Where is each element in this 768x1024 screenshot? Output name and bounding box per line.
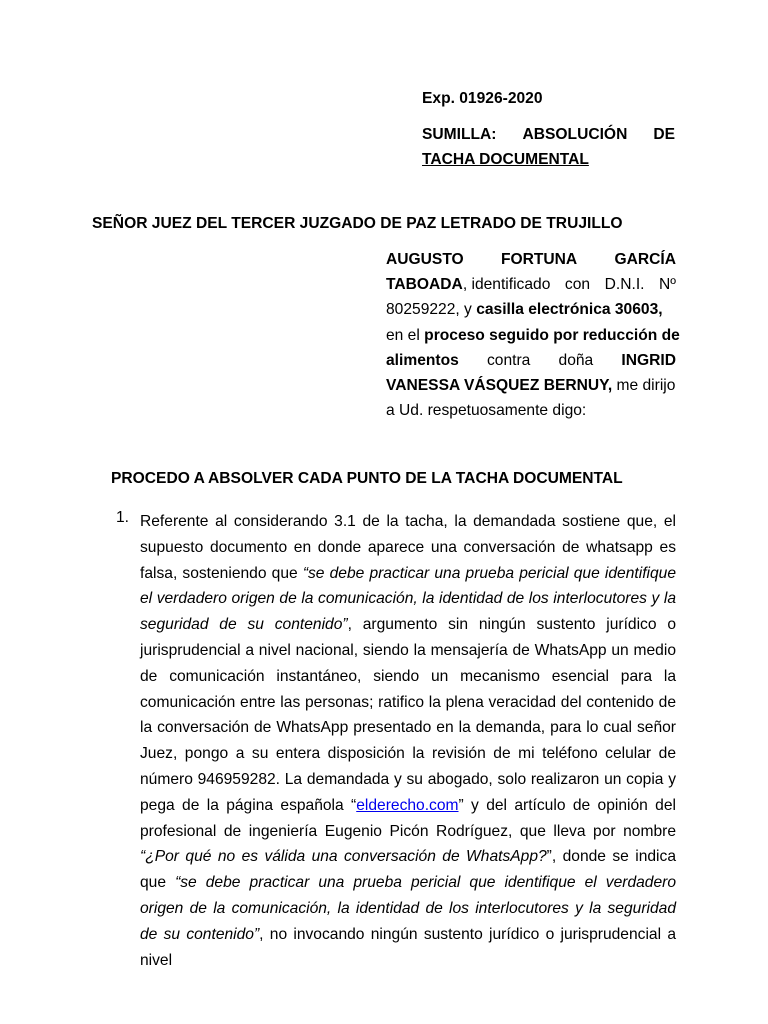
case-header xyxy=(422,86,675,172)
party-line: VANESSA VÁSQUEZ BERNUY, me dirijo xyxy=(386,377,676,395)
elderecho-link[interactable]: elderecho.com xyxy=(356,796,459,814)
quote: “¿Por qué no es válida una conversación de WhatsApp? xyxy=(140,848,547,866)
sumilla-subject: TACHA DOCUMENTAL xyxy=(422,151,589,168)
quote: “se debe practicar una prueba pericial que identifique el verdadero origen de la comunicación, la identidad de los interlocutores y la seguridad de su contenido” xyxy=(140,874,676,943)
sumilla-word: ABSOLUCIÓN xyxy=(522,126,628,143)
section-heading: PROCEDO A ABSOLVER CADA PUNTO DE LA TACHA DOCUMENTAL xyxy=(111,470,623,487)
party-introduction xyxy=(386,247,680,423)
party-line: AUGUSTO FORTUNA GARCÍA xyxy=(386,251,676,268)
sumilla-line xyxy=(422,122,675,147)
party-line: 80259222, y casilla electrónica 30603, xyxy=(386,301,663,319)
sumilla-word: DE xyxy=(653,126,675,143)
sumilla-word: SUMILLA: xyxy=(422,126,497,143)
list-number: 1. xyxy=(116,509,130,526)
case-number: Exp. 01926-2020 xyxy=(422,90,543,107)
quote: “se debe practicar una prueba pericial que identifique el verdadero origen de la comunicación, la identidad de los interlocutores y la seguridad de su contenido” xyxy=(140,564,677,634)
list-item-text: Referente al considerando 3.1 de la tacha, la demandada sostiene que, el supuesto documento en donde aparece una conversación de whatsapp es falsa, sosteniendo que “se debe practicar una prueba pericial que identifique el verdadero origen de la comunicación, la identidad de los interlocutores y la seguridad de su contenido”, argumento sin ningún sustento jurídico o jurisprudencial a nivel nacional, siendo la mensajería de WhatsApp un medio de comunicación instantáneo, siendo un mecanismo esencial para la comunicación entre las personas; ratifico la plena veracidad del contenido de la conversación de WhatsApp presentado en la demanda, para lo cual señor Juez, pongo a su entera disposición la revisión de mi teléfono celular de número 946959282. La demandada y su abogado, solo realizaron un copia y pega de la página española “elderecho.com” y del artículo de opinión del profesional de ingeniería Eugenio Picón Rodríguez, que lleva por nombre “¿Por qué no es válida una conversación de WhatsApp?”, donde se indica que “se debe practicar una prueba pericial que identifique el verdadero origen de la comunicación, la identidad de los interlocutores y la seguridad de su contenido”, no invocando ningún sustento jurídico o jurisprudencial a nivel xyxy=(140,513,677,969)
party-line: TABOADA, identificado con D.N.I. Nº xyxy=(386,276,676,294)
party-line: alimentos contra doña INGRID xyxy=(386,351,676,369)
party-line: a Ud. respetuosamente digo: xyxy=(386,402,587,420)
addressee-heading: SEÑOR JUEZ DEL TERCER JUZGADO DE PAZ LETRADO DE TRUJILLO xyxy=(92,215,623,232)
party-line: en el proceso seguido por reducción de xyxy=(386,326,680,344)
